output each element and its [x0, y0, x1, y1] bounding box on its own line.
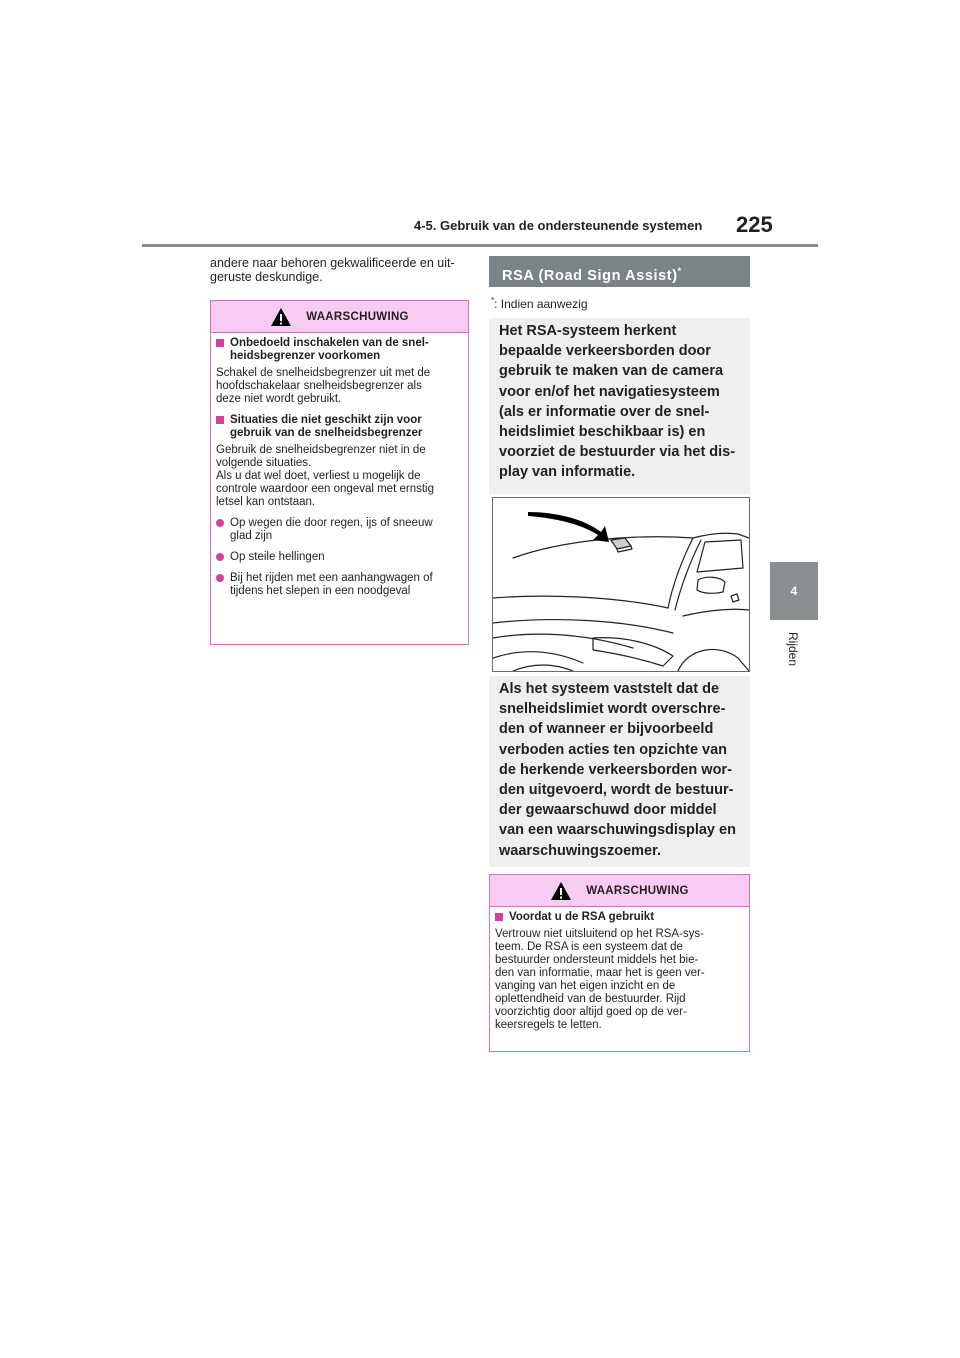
square-bullet-icon — [216, 339, 224, 347]
intro-text: andere naar behoren gekwalificeerde en uit- geruste deskundige. — [210, 256, 455, 284]
warning-body — [490, 907, 749, 1046]
square-bullet-icon — [495, 913, 503, 921]
circle-bullet-icon — [216, 519, 224, 527]
car-windshield-camera-illustration — [492, 497, 750, 672]
warning-header — [490, 875, 749, 907]
footnote-mark: * — [491, 296, 495, 305]
warning-title: WAARSCHUWING — [586, 884, 689, 897]
section-title-mark: * — [677, 266, 682, 276]
footnote — [491, 296, 588, 311]
warning-subheading — [495, 911, 744, 924]
page-number: 225 — [736, 212, 773, 237]
summary-text-warning: Als het systeem vaststelt dat de snelheidslimiet wordt overschre- den of wanneer er bijvoorbeeld verboden acties ten opzichte van de herkende verkeersborden wor- den uitgevoerd, wordt de bestuur- der gewaarschuwd door middel van een waarschuwingsdisplay en waarschuwingszoemer. — [499, 681, 736, 859]
summary-box-warning — [489, 676, 750, 867]
warning-box-rsa — [489, 874, 750, 1052]
circle-bullet-icon — [216, 574, 224, 582]
circle-bullet-icon — [216, 553, 224, 561]
warning-bullet-text: Op wegen die door regen, ijs of sneeuw glad zijn — [230, 517, 433, 542]
warning-subheading — [216, 337, 463, 363]
warning-subheading-text: Situaties die niet geschikt zijn voor gebruik van de snelheidsbegrenzer — [230, 414, 423, 439]
warning-box-speed-limiter — [210, 300, 469, 645]
chapter-tab[interactable] — [770, 562, 818, 620]
warning-triangle-icon — [270, 307, 292, 327]
header-divider — [142, 244, 818, 247]
section-title: RSA (Road Sign Assist) — [502, 267, 678, 284]
section-title-bar — [489, 256, 750, 287]
warning-bullet-text: Op steile hellingen — [230, 551, 325, 563]
warning-triangle-icon — [550, 881, 572, 901]
warning-bullet-text: Bij het rijden met een aanhangwagen of tijdens het slepen in een noodgeval — [230, 572, 433, 597]
warning-paragraph: Vertrouw niet uitsluitend op het RSA-sys- teem. De RSA is een systeem dat de bestuurder ondersteunt middels het bie- den van informatie, maar het is geen ver- vanging van het eigen inzicht en de oplettendheid van de bestuurder. Rijd voorzichtig door altijd goed op de ver- keersregels te letten. — [495, 928, 705, 1031]
warning-title: WAARSCHUWING — [306, 310, 409, 323]
warning-paragraph: Schakel de snelheidsbegrenzer uit met de hoofdschakelaar snelheidsbegrenzer als deze niet wordt gebruikt. — [216, 367, 431, 405]
car-illustration-icon — [493, 498, 749, 671]
footnote-text: : Indien aanwezig — [494, 297, 588, 311]
summary-box-intro — [489, 318, 750, 494]
warning-body — [211, 333, 468, 612]
warning-header — [211, 301, 468, 333]
header-section-title: 4-5. Gebruik van de ondersteunende systemen — [414, 218, 703, 233]
chapter-number: 4 — [790, 584, 798, 598]
warning-subheading-text: Onbedoeld inschakelen van de snel- heidsbegrenzer voorkomen — [230, 337, 429, 362]
summary-text-intro: Het RSA-systeem herkent bepaalde verkeersborden door gebruik te maken van de camera voor en/of het navigatiesysteem (als er informatie over de snel- heidslimiet beschikbaar is) en voorziet de bestuurder via het dis- play van informatie. — [499, 323, 736, 481]
square-bullet-icon — [216, 416, 224, 424]
chapter-label: Rijden — [786, 632, 800, 667]
warning-bullet-item — [216, 551, 463, 564]
warning-paragraph: Gebruik de snelheidsbegrenzer niet in de volgende situaties. Als u dat wel doet, verliest u mogelijk de controle waardoor een ongeval met ernstig letsel kan ontstaan. — [216, 444, 434, 508]
warning-subheading-text: Voordat u de RSA gebruikt — [509, 911, 655, 923]
warning-bullet-item — [216, 572, 463, 598]
warning-bullet-item — [216, 517, 463, 543]
warning-subheading — [216, 414, 463, 440]
